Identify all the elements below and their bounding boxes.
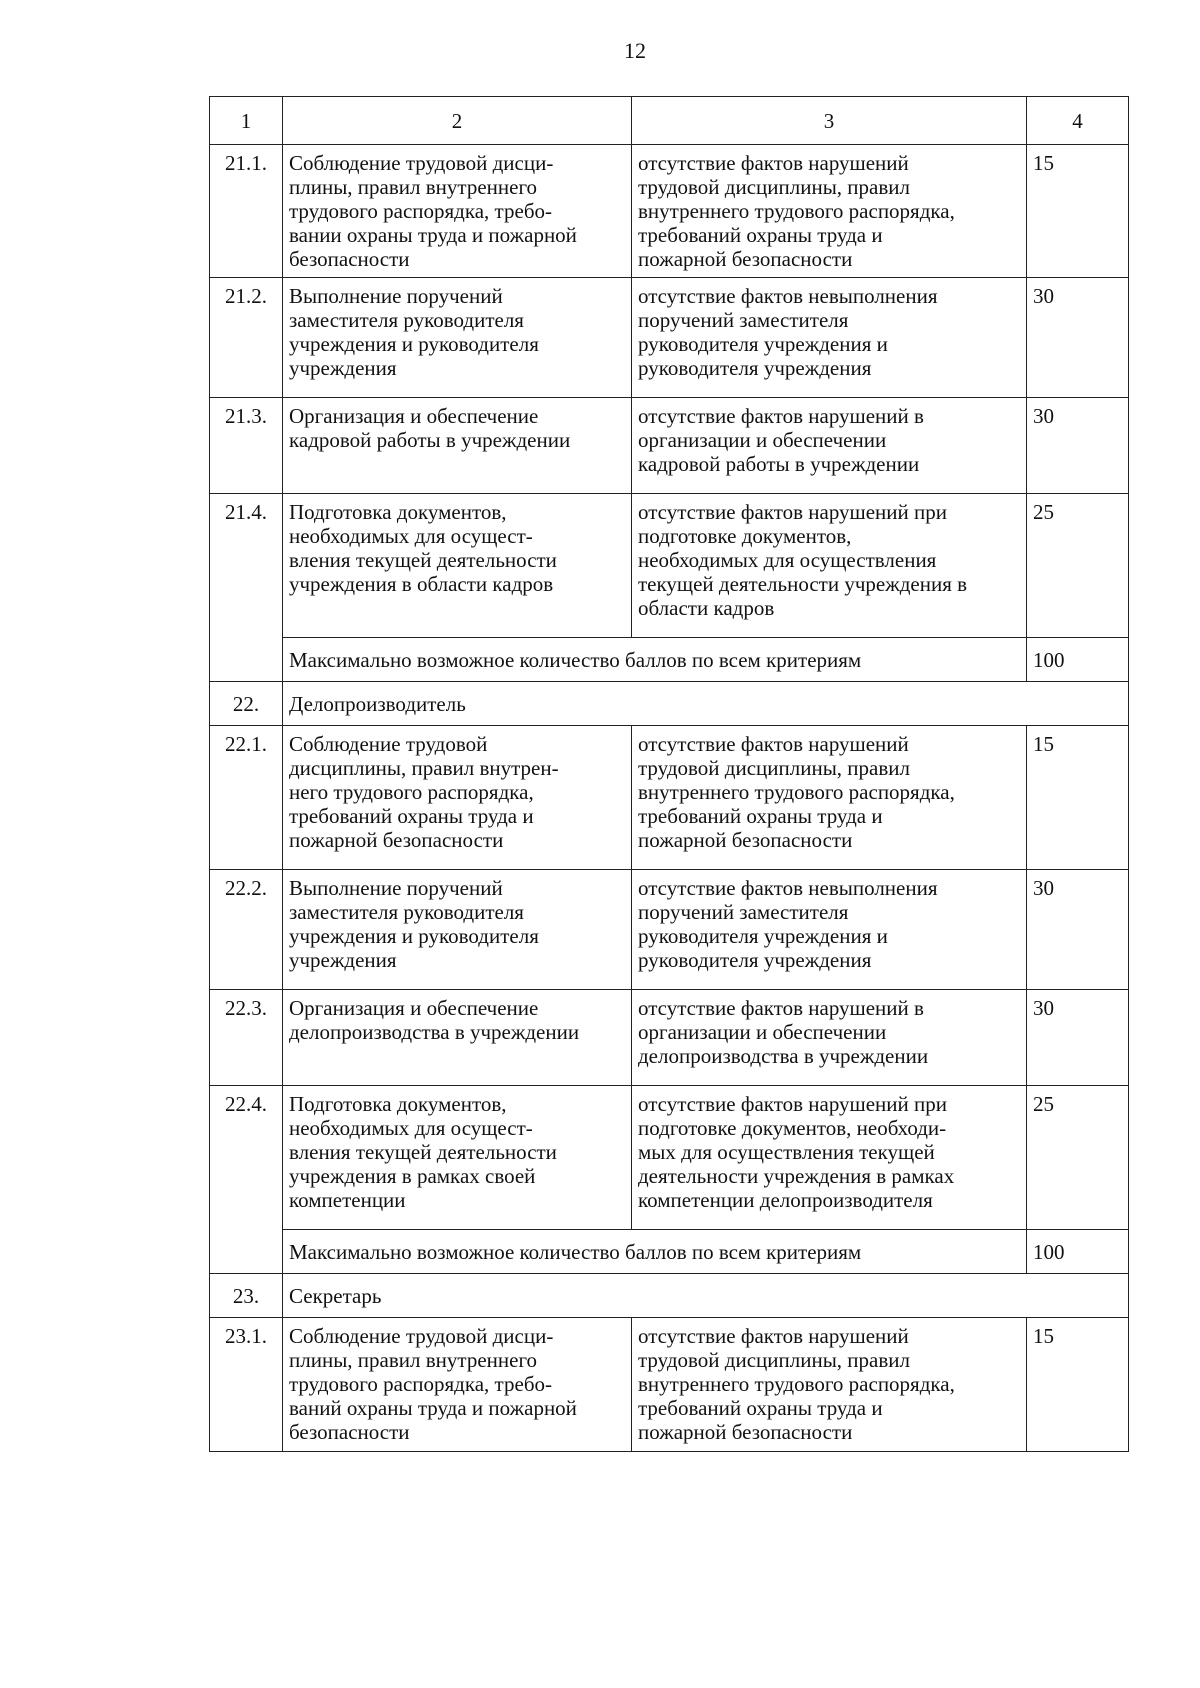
score-cell: 30	[1027, 990, 1129, 1086]
indicator-text: отсутствие фактов невыполнения поручений заместителя руководителя учреждения и руководителя учреждения	[638, 284, 938, 380]
section-row	[210, 682, 1129, 726]
indicator-cell	[632, 990, 1027, 1086]
item-number: 21.3.	[210, 398, 283, 494]
indicator-text: отсутствие фактов нарушений при подготовке документов, необходимых для осуществления текущей деятельности учреждения в области кадров	[638, 500, 968, 620]
indicator-cell	[632, 1086, 1027, 1230]
item-number: 23.1.	[210, 1318, 283, 1452]
score-cell: 25	[1027, 494, 1129, 638]
table-row	[210, 398, 1129, 494]
criterion-text: Подготовка документов, необходимых для осущест- вления текущей деятельности учреждения в области кадров	[289, 500, 557, 596]
criterion-cell	[283, 145, 632, 278]
table-row	[210, 726, 1129, 870]
indicator-cell	[632, 870, 1027, 990]
score-cell: 15	[1027, 1318, 1129, 1452]
table-row	[210, 990, 1129, 1086]
criterion-text: Соблюдение трудовой дисци- плины, правил внутреннего трудового распорядка, требо- ваний охраны труда и пожарной безопасности	[289, 1324, 577, 1444]
table-row	[210, 870, 1129, 990]
indicator-text: отсутствие фактов невыполнения поручений заместителя руководителя учреждения и руководителя учреждения	[638, 876, 938, 972]
item-number: 22.1.	[210, 726, 283, 870]
total-score: 100	[1027, 638, 1129, 682]
indicator-text: отсутствие фактов нарушений в организации и обеспечении кадровой работы в учреждении	[638, 404, 924, 476]
indicator-cell	[632, 145, 1027, 278]
total-label: Максимально возможное количество баллов по всем критериям	[283, 1230, 1027, 1274]
table-row	[210, 278, 1129, 398]
page-number: 12	[624, 38, 646, 63]
criterion-text: Соблюдение трудовой дисциплины, правил внутрен- него трудового распорядка, требований охраны труда и пожарной безопасности	[289, 732, 559, 852]
criterion-cell	[283, 1318, 632, 1452]
section-title: Делопроизводитель	[283, 682, 1129, 726]
table-header-row	[210, 97, 1129, 145]
total-label: Максимально возможное количество баллов по всем критериям	[283, 638, 1027, 682]
criterion-text: Организация и обеспечение кадровой работы в учреждении	[289, 404, 571, 452]
total-score: 100	[1027, 1230, 1129, 1274]
table-row	[210, 1318, 1129, 1452]
score-cell: 30	[1027, 870, 1129, 990]
section-row	[210, 1274, 1129, 1318]
item-number: 21.1.	[210, 145, 283, 278]
score-cell: 15	[1027, 726, 1129, 870]
criteria-table	[209, 96, 1129, 1452]
total-row	[210, 638, 1129, 682]
column-header-3: 3	[632, 97, 1027, 145]
score-cell: 30	[1027, 278, 1129, 398]
criterion-text: Выполнение поручений заместителя руководителя учреждения и руководителя учреждения	[289, 284, 539, 380]
section-number: 22.	[210, 682, 283, 726]
item-number: 22.3.	[210, 990, 283, 1086]
indicator-text: отсутствие фактов нарушений трудовой дисциплины, правил внутреннего трудового распорядка, требований охраны труда и пожарной безопасности	[638, 732, 955, 852]
indicator-cell	[632, 398, 1027, 494]
indicator-cell	[632, 278, 1027, 398]
indicator-cell	[632, 494, 1027, 638]
criterion-text: Организация и обеспечение делопроизводства в учреждении	[289, 996, 580, 1044]
criterion-text: Выполнение поручений заместителя руководителя учреждения и руководителя учреждения	[289, 876, 539, 972]
criterion-cell	[283, 1086, 632, 1230]
score-cell: 30	[1027, 398, 1129, 494]
total-row	[210, 1230, 1129, 1274]
criterion-cell	[283, 990, 632, 1086]
criterion-cell	[283, 278, 632, 398]
criterion-text: Подготовка документов, необходимых для осущест- вления текущей деятельности учреждения в рамках своей компетенции	[289, 1092, 557, 1212]
section-title: Секретарь	[283, 1274, 1129, 1318]
criterion-cell	[283, 398, 632, 494]
indicator-cell	[632, 1318, 1027, 1452]
indicator-text: отсутствие фактов нарушений при подготовке документов, необходи- мых для осуществления текущей деятельности учреждения в рамках компетенции делопроизводителя	[638, 1092, 955, 1212]
item-number: 21.4.	[210, 494, 283, 638]
column-header-1: 1	[210, 97, 283, 145]
item-number: 21.2.	[210, 278, 283, 398]
score-cell: 15	[1027, 145, 1129, 278]
column-header-4: 4	[1027, 97, 1129, 145]
empty-cell	[210, 1230, 283, 1274]
indicator-text: отсутствие фактов нарушений трудовой дисциплины, правил внутреннего трудового распорядка, требований охраны труда и пожарной безопасности	[638, 1324, 955, 1444]
table-row	[210, 145, 1129, 278]
item-number: 22.4.	[210, 1086, 283, 1230]
column-header-2: 2	[283, 97, 632, 145]
table-row	[210, 1086, 1129, 1230]
indicator-text: отсутствие фактов нарушений трудовой дисциплины, правил внутреннего трудового распорядка, требований охраны труда и пожарной безопасности	[638, 151, 955, 271]
criterion-cell	[283, 870, 632, 990]
indicator-cell	[632, 726, 1027, 870]
criterion-text: Соблюдение трудовой дисци- плины, правил внутреннего трудового распорядка, требо- вании охраны труда и пожарной безопасности	[289, 151, 577, 271]
empty-cell	[210, 638, 283, 682]
table-row	[210, 494, 1129, 638]
criterion-cell	[283, 726, 632, 870]
section-number: 23.	[210, 1274, 283, 1318]
score-cell: 25	[1027, 1086, 1129, 1230]
indicator-text: отсутствие фактов нарушений в организации и обеспечении делопроизводства в учреждении	[638, 996, 929, 1068]
item-number: 22.2.	[210, 870, 283, 990]
criterion-cell	[283, 494, 632, 638]
